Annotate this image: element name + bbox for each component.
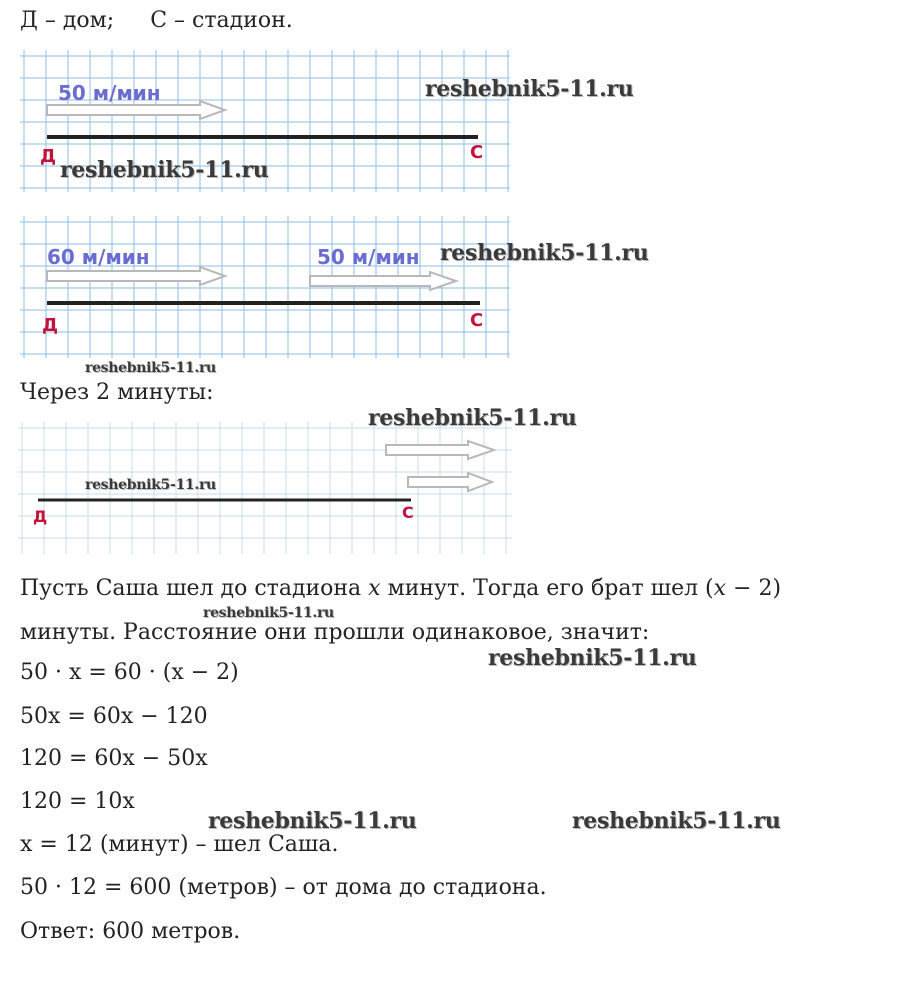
legend-stadium: С – стадион. — [150, 8, 293, 33]
equation-5: x = 12 (минут) – шел Саша. — [20, 832, 339, 857]
point-home-label: Д — [33, 507, 48, 526]
after-two-minutes: Через 2 минуты: — [20, 380, 214, 405]
equation-2: 50x = 60x − 120 — [20, 704, 208, 729]
legend-line — [20, 8, 293, 34]
watermark: reshebnik5-11.ru — [60, 157, 269, 183]
watermark: reshebnik5-11.ru — [208, 808, 417, 834]
equation-1: 50 · x = 60 · (x − 2) — [20, 660, 239, 685]
watermark: reshebnik5-11.ru — [85, 477, 216, 493]
watermark: reshebnik5-11.ru — [572, 808, 781, 834]
point-stadium-label: С — [402, 503, 414, 522]
text-part: − 2) — [726, 576, 782, 601]
solution-paragraph-2: минуты. Расстояние они прошли одинаковое, значит: — [20, 620, 650, 645]
watermark: reshebnik5-11.ru — [85, 360, 216, 376]
watermark: reshebnik5-11.ru — [368, 405, 577, 431]
arrow-60 — [47, 267, 225, 285]
point-stadium-label: С — [470, 142, 484, 163]
equation-3: 120 = 60x − 50x — [20, 746, 208, 771]
legend-home: Д – дом; — [20, 8, 115, 33]
answer: Ответ: 600 метров. — [20, 919, 241, 944]
point-home-label: Д — [40, 146, 57, 167]
speed-label-left: 60 м/мин — [47, 245, 150, 269]
variable-x: x — [713, 576, 727, 601]
solution-paragraph-1 — [20, 576, 781, 602]
speed-label-right: 50 м/мин — [317, 245, 420, 269]
arrow-bottom — [408, 473, 492, 491]
diagram-2 — [20, 216, 510, 358]
watermark: reshebnik5-11.ru — [440, 240, 649, 266]
equation-4: 120 = 10x — [20, 789, 135, 814]
text-part: минут. Тогда его брат шел ( — [380, 576, 714, 601]
point-stadium-label: С — [470, 310, 484, 331]
speed-label: 50 м/мин — [58, 81, 161, 105]
watermark: reshebnik5-11.ru — [203, 605, 334, 621]
watermark: reshebnik5-11.ru — [488, 645, 697, 671]
watermark: reshebnik5-11.ru — [425, 76, 634, 102]
text-part: Пусть Саша шел до стадиона — [20, 576, 369, 601]
variable-x: x — [368, 576, 381, 601]
equation-6: 50 · 12 = 600 (метров) – от дома до стадиона. — [20, 875, 547, 900]
point-home-label: Д — [42, 315, 59, 336]
